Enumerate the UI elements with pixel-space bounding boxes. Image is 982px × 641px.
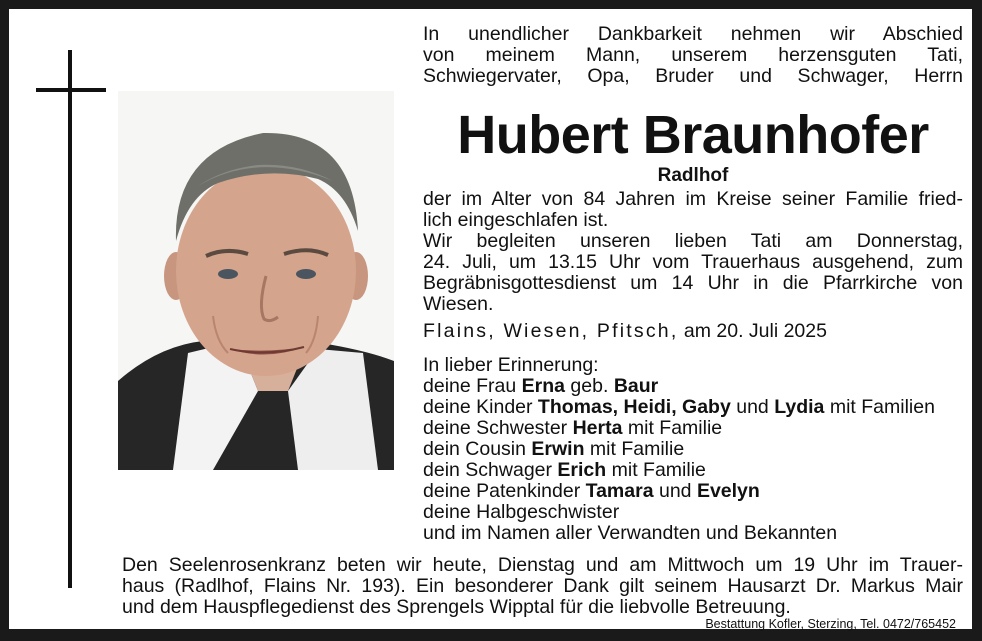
body-line-3: Wir begleiten unseren lieben Tati am Donnerstag, [423,230,963,252]
closing-line-1: Den Seelenrosenkranz beten wir heute, Dienstag und am Mittwoch um 19 Uhr im Trauer- [122,554,963,576]
mourner-relatives: und im Namen aller Verwandten und Bekannten [423,522,838,544]
body-line-6: Wiesen. [423,293,494,315]
mourner-wife: deine Frau Erna geb. Baur [423,375,659,397]
closing-line-2: haus (Radlhof, Flains Nr. 193). Ein besonderer Dank gilt seinem Hausarzt Dr. Markus Mair [122,575,963,597]
mourner-sister: deine Schwester Herta mit Familie [423,417,723,439]
mourner-children: deine Kinder Thomas, Heidi, Gaby und Lydia mit Familien [423,396,935,418]
cross-icon-bar [36,88,106,92]
mourner-half-siblings: deine Halbgeschwister [423,501,620,523]
funeral-home-footer: Bestattung Kofler, Sterzing, Tel. 0472/765452 [705,617,956,631]
date: am 20. Juli 2025 [683,320,827,342]
obituary-card [9,9,972,629]
closing-text [122,555,963,618]
mourners-heading: In lieber Erinnerung: [423,354,599,376]
place-date [423,321,963,342]
intro-line-2: von meinem Mann, unserem herzensguten Tati, [423,44,963,66]
farm-name: Radlhof [657,165,729,186]
mourners-list [423,355,968,544]
mourner-cousin: dein Cousin Erwin mit Familie [423,438,685,460]
deceased-name: Hubert Braunhofer [457,105,929,165]
mourner-godchildren: deine Patenkinder Tamara und Evelyn [423,480,760,502]
body-line-5: Begräbnisgottesdienst um 14 Uhr in die Pfarrkirche von [423,272,963,294]
places: Flains, Wiesen, Pfitsch, [423,320,679,342]
mourner-brother-in-law: dein Schwager Erich mit Familie [423,459,706,481]
body-line-1: der im Alter von 84 Jahren im Kreise seiner Familie fried- [423,188,963,210]
intro-line-3: Schwiegervater, Opa, Bruder und Schwager, Herrn [423,65,963,87]
intro-line-1: In unendlicher Dankbarkeit nehmen wir Abschied [423,23,963,45]
body-line-2: lich eingeschlafen ist. [423,209,609,231]
body-line-4: 24. Juli, um 13.15 Uhr vom Trauerhaus ausgehend, zum [423,251,963,273]
closing-line-3: und dem Hauspflegedienst des Sprengels Wipptal für die liebvolle Betreuung. [122,596,791,618]
cross-icon [68,50,72,588]
portrait-photo [118,91,394,470]
